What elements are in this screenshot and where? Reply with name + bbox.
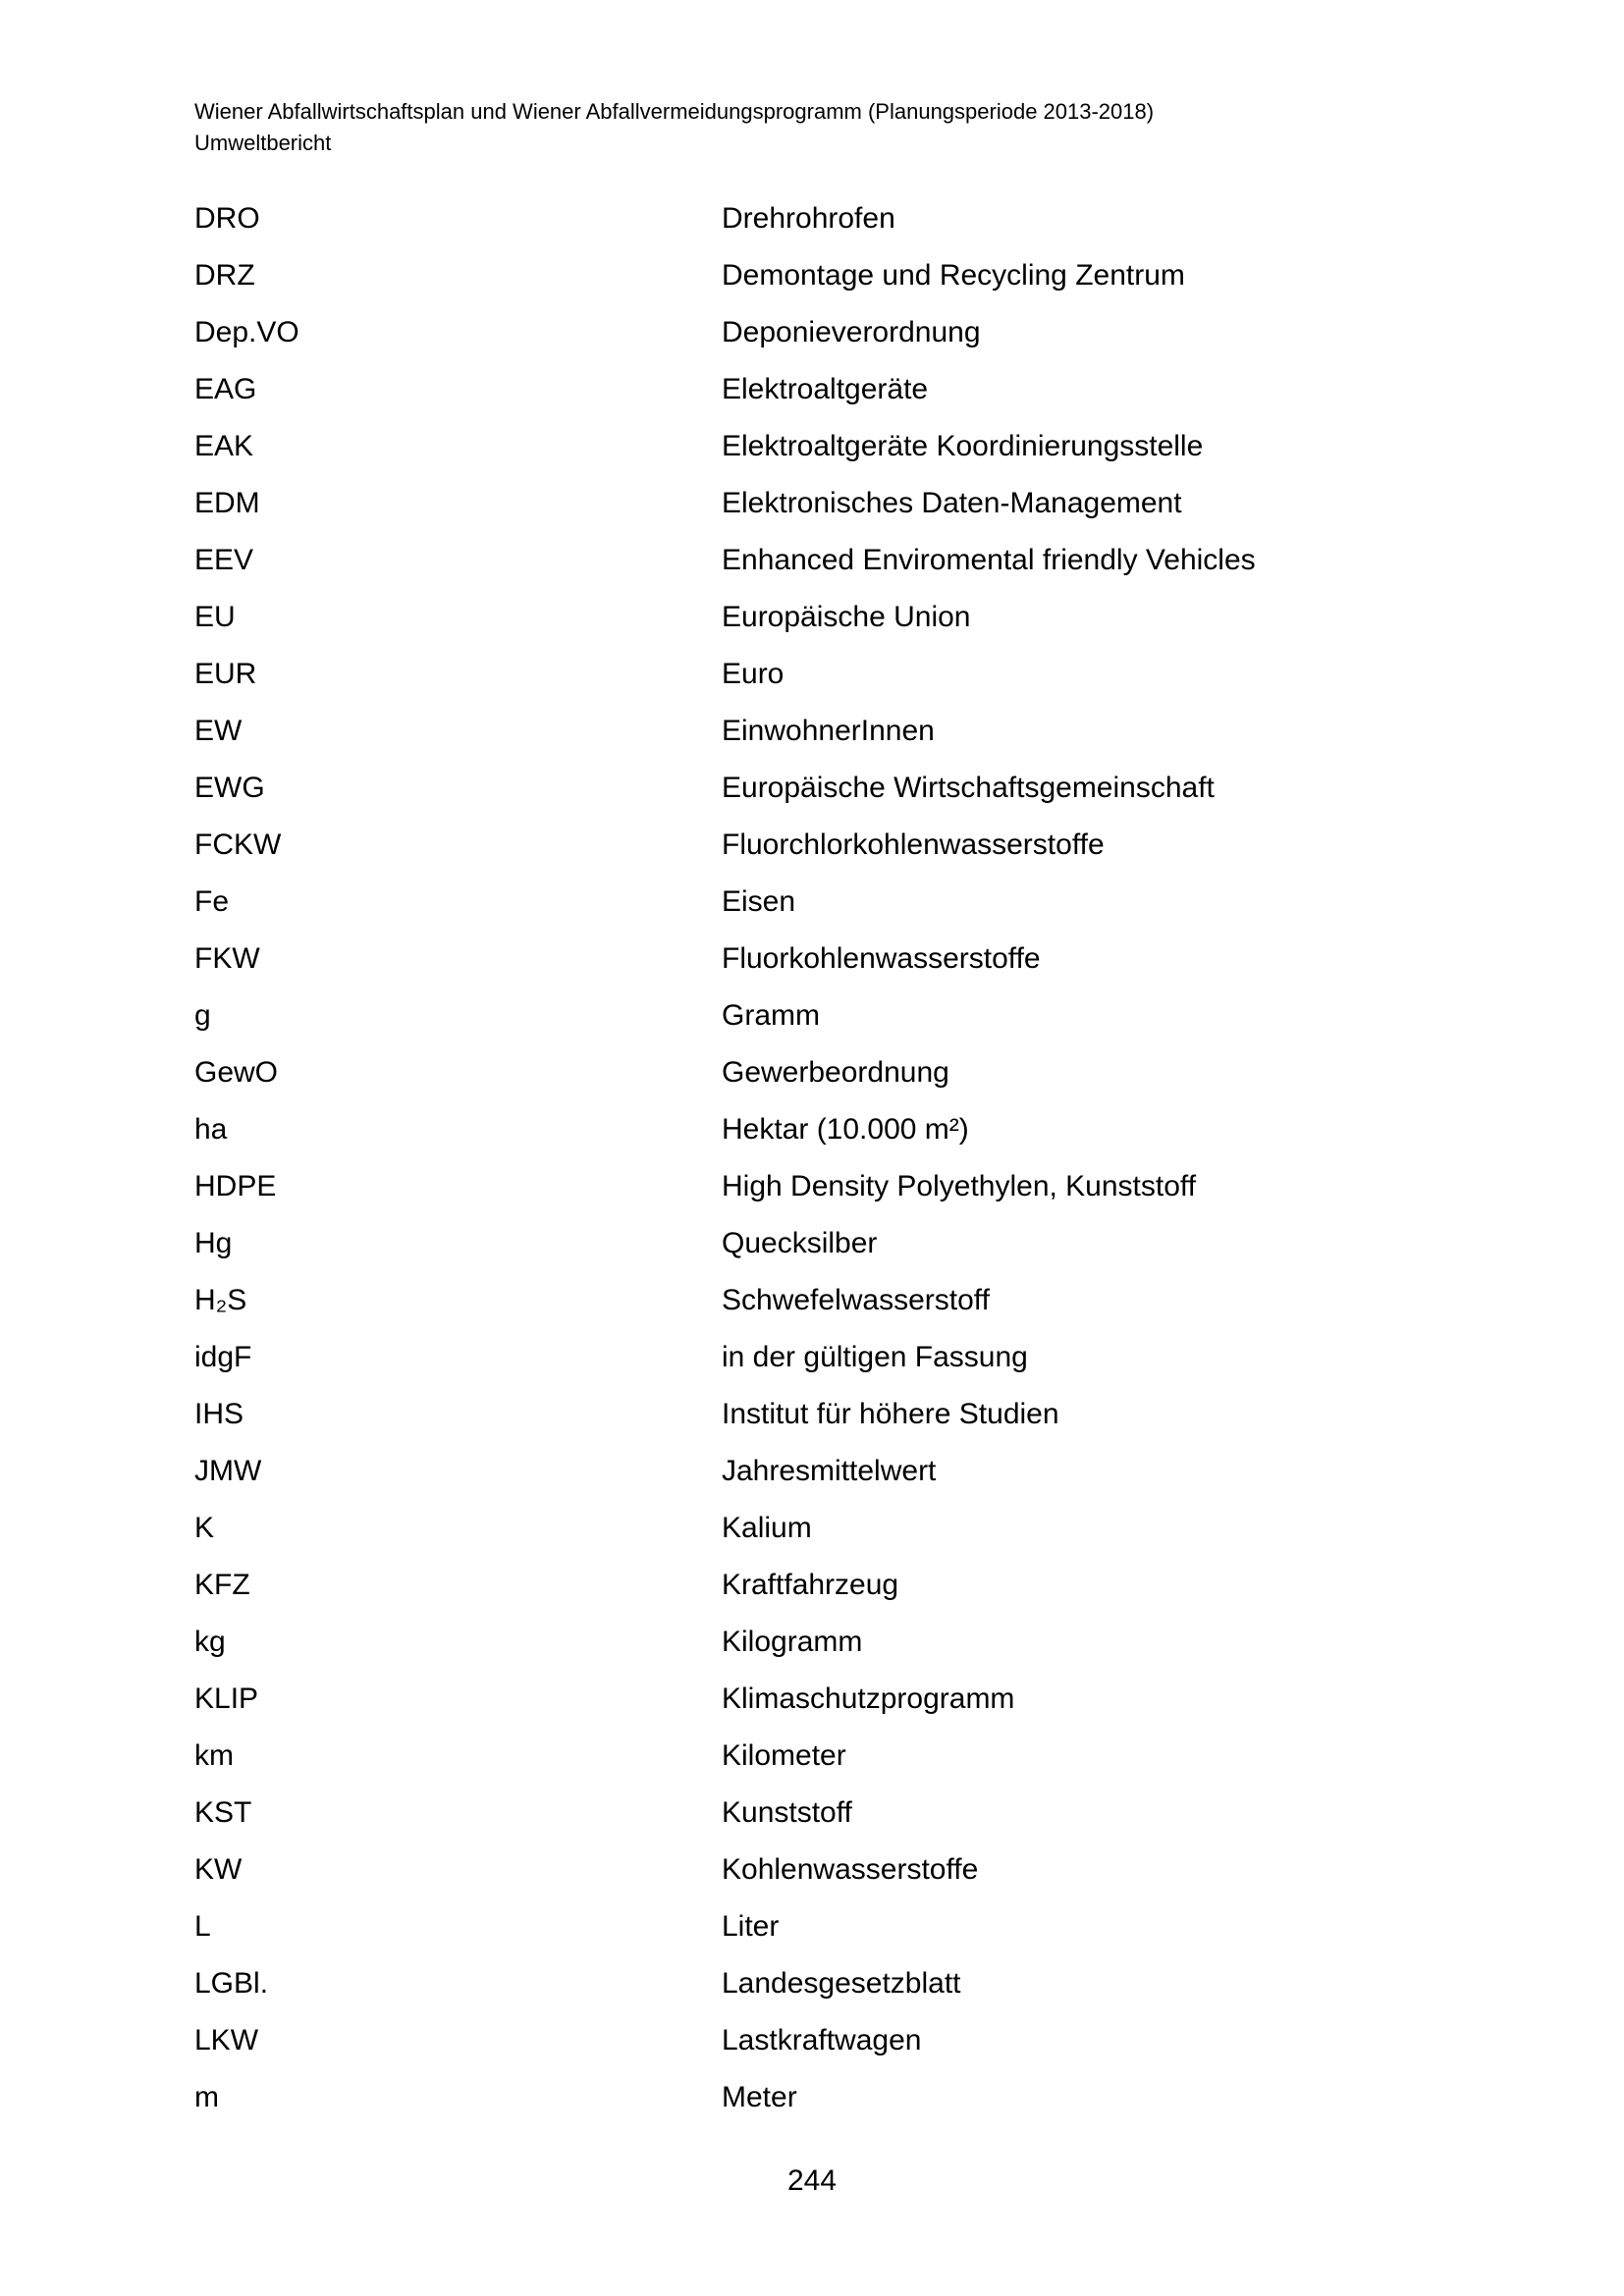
definition: Fluorkohlenwasserstoffe: [722, 942, 1041, 975]
abbreviation: KST: [194, 1796, 252, 1829]
abbreviation-row: [194, 1898, 1432, 1955]
abbreviation: m: [194, 2081, 219, 2113]
abbreviation-row: [194, 361, 1432, 418]
abbreviation-row: [194, 760, 1432, 817]
abbreviation: KLIP: [194, 1682, 259, 1715]
definition: Meter: [722, 2081, 797, 2113]
abbreviation: H₂S: [194, 1284, 247, 1316]
abbreviation-row: [194, 589, 1432, 646]
abbreviation-row: [194, 1785, 1432, 1842]
abbreviation-row: [194, 1671, 1432, 1728]
abbreviation: idgF: [194, 1341, 252, 1373]
abbreviation-row: [194, 1386, 1432, 1443]
definition: Lastkraftwagen: [722, 2024, 922, 2056]
header-title: Wiener Abfallwirtschaftsplan und Wiener Abfallvermeidungsprogramm (Planungsperiode 2013-2018): [194, 99, 1155, 124]
definition: in der gültigen Fassung: [722, 1341, 1028, 1373]
abbreviation: EUR: [194, 658, 257, 690]
definition: Elektroaltgeräte: [722, 373, 929, 405]
abbreviation: kg: [194, 1626, 226, 1658]
definition: Quecksilber: [722, 1227, 878, 1259]
definition: Gramm: [722, 999, 820, 1032]
abbreviation-row: [194, 817, 1432, 874]
abbreviation: km: [194, 1739, 234, 1772]
abbreviation: ha: [194, 1113, 228, 1146]
definition: Demontage und Recycling Zentrum: [722, 259, 1185, 292]
abbreviation: LKW: [194, 2024, 259, 2056]
abbreviation-row: [194, 1500, 1432, 1557]
abbreviation: DRZ: [194, 259, 255, 292]
definition: Europäische Wirtschaftsgemeinschaft: [722, 772, 1215, 804]
abbreviation: EAK: [194, 430, 254, 462]
abbreviation-row: [194, 304, 1432, 361]
abbreviation: EAG: [194, 373, 257, 405]
abbreviation-row: [194, 931, 1432, 988]
abbreviation: Dep.VO: [194, 316, 299, 348]
definition: Liter: [722, 1910, 780, 1943]
abbreviation: KW: [194, 1853, 243, 1886]
definition: Landesgesetzblatt: [722, 1967, 961, 2000]
abbreviation: JMW: [194, 1455, 262, 1487]
abbreviation-row: [194, 1215, 1432, 1272]
definition: Klimaschutzprogramm: [722, 1682, 1015, 1715]
definition: Euro: [722, 658, 785, 690]
abbreviation-row: [194, 1842, 1432, 1898]
abbreviation-row: [194, 475, 1432, 532]
definition: Eisen: [722, 885, 796, 918]
definition: Drehrohrofen: [722, 202, 895, 235]
abbreviation-row: [194, 1614, 1432, 1671]
abbreviation-row: [194, 1044, 1432, 1101]
definition: Gewerbeordnung: [722, 1056, 949, 1089]
abbreviation: Fe: [194, 885, 230, 918]
abbreviation-row: [194, 1329, 1432, 1386]
definition: Kunststoff: [722, 1796, 852, 1829]
abbreviation: HDPE: [194, 1170, 277, 1202]
definition: Enhanced Enviromental friendly Vehicles: [722, 544, 1256, 576]
definition: Elektronisches Daten-Management: [722, 487, 1182, 519]
page-header: [194, 96, 1432, 159]
abbreviation: EW: [194, 715, 243, 747]
definition: Deponieverordnung: [722, 316, 981, 348]
abbreviation: Hg: [194, 1227, 233, 1259]
page-number: 244: [786, 2164, 838, 2197]
definition: Kohlenwasserstoffe: [722, 1853, 979, 1886]
abbreviation: g: [194, 999, 211, 1032]
abbreviation: DRO: [194, 202, 260, 235]
abbreviation: L: [194, 1910, 211, 1943]
abbreviation-row: [194, 247, 1432, 304]
abbreviation-row: [194, 1955, 1432, 2012]
header-subtitle: Umweltbericht: [194, 131, 332, 155]
definition: Kalium: [722, 1512, 812, 1544]
definition: Kilogramm: [722, 1626, 863, 1658]
abbreviation-row: [194, 1728, 1432, 1785]
abbreviation-row: [194, 532, 1432, 589]
abbreviation: EU: [194, 601, 236, 633]
abbreviation: FKW: [194, 942, 260, 975]
abbreviation-row: [194, 1101, 1432, 1158]
definition: Kilometer: [722, 1739, 846, 1772]
abbreviation-row: [194, 418, 1432, 475]
abbreviation-row: [194, 1272, 1432, 1329]
abbreviation-row: [194, 703, 1432, 760]
definition: Schwefelwasserstoff: [722, 1284, 990, 1316]
abbreviation-row: [194, 1443, 1432, 1500]
abbreviation: IHS: [194, 1398, 244, 1430]
definition: Europäische Union: [722, 601, 971, 633]
abbreviation-row: [194, 1158, 1432, 1215]
definition: High Density Polyethylen, Kunststoff: [722, 1170, 1197, 1202]
abbreviation: EDM: [194, 487, 260, 519]
definition: Jahresmittelwert: [722, 1455, 937, 1487]
definition: Institut für höhere Studien: [722, 1398, 1059, 1430]
abbreviation: K: [194, 1512, 215, 1544]
abbreviation-row: [194, 874, 1432, 931]
abbreviation: LGBl.: [194, 1967, 269, 2000]
abbreviation-row: [194, 646, 1432, 703]
definition: Fluorchlorkohlenwasserstoffe: [722, 828, 1105, 861]
definition: Kraftfahrzeug: [722, 1569, 899, 1601]
abbreviation-row: [194, 1557, 1432, 1614]
abbreviation-row: [194, 2069, 1432, 2126]
definition: EinwohnerInnen: [722, 715, 935, 747]
abbreviation-table: [194, 190, 1432, 2126]
abbreviation-row: [194, 190, 1432, 247]
abbreviation-row: [194, 988, 1432, 1044]
abbreviation: EWG: [194, 772, 265, 804]
abbreviation: GewO: [194, 1056, 279, 1089]
definition: Hektar (10.000 m²): [722, 1113, 969, 1146]
abbreviation-row: [194, 2012, 1432, 2069]
definition: Elektroaltgeräte Koordinierungsstelle: [722, 430, 1204, 462]
abbreviation: KFZ: [194, 1569, 250, 1601]
abbreviation: FCKW: [194, 828, 282, 861]
abbreviation: EEV: [194, 544, 254, 576]
